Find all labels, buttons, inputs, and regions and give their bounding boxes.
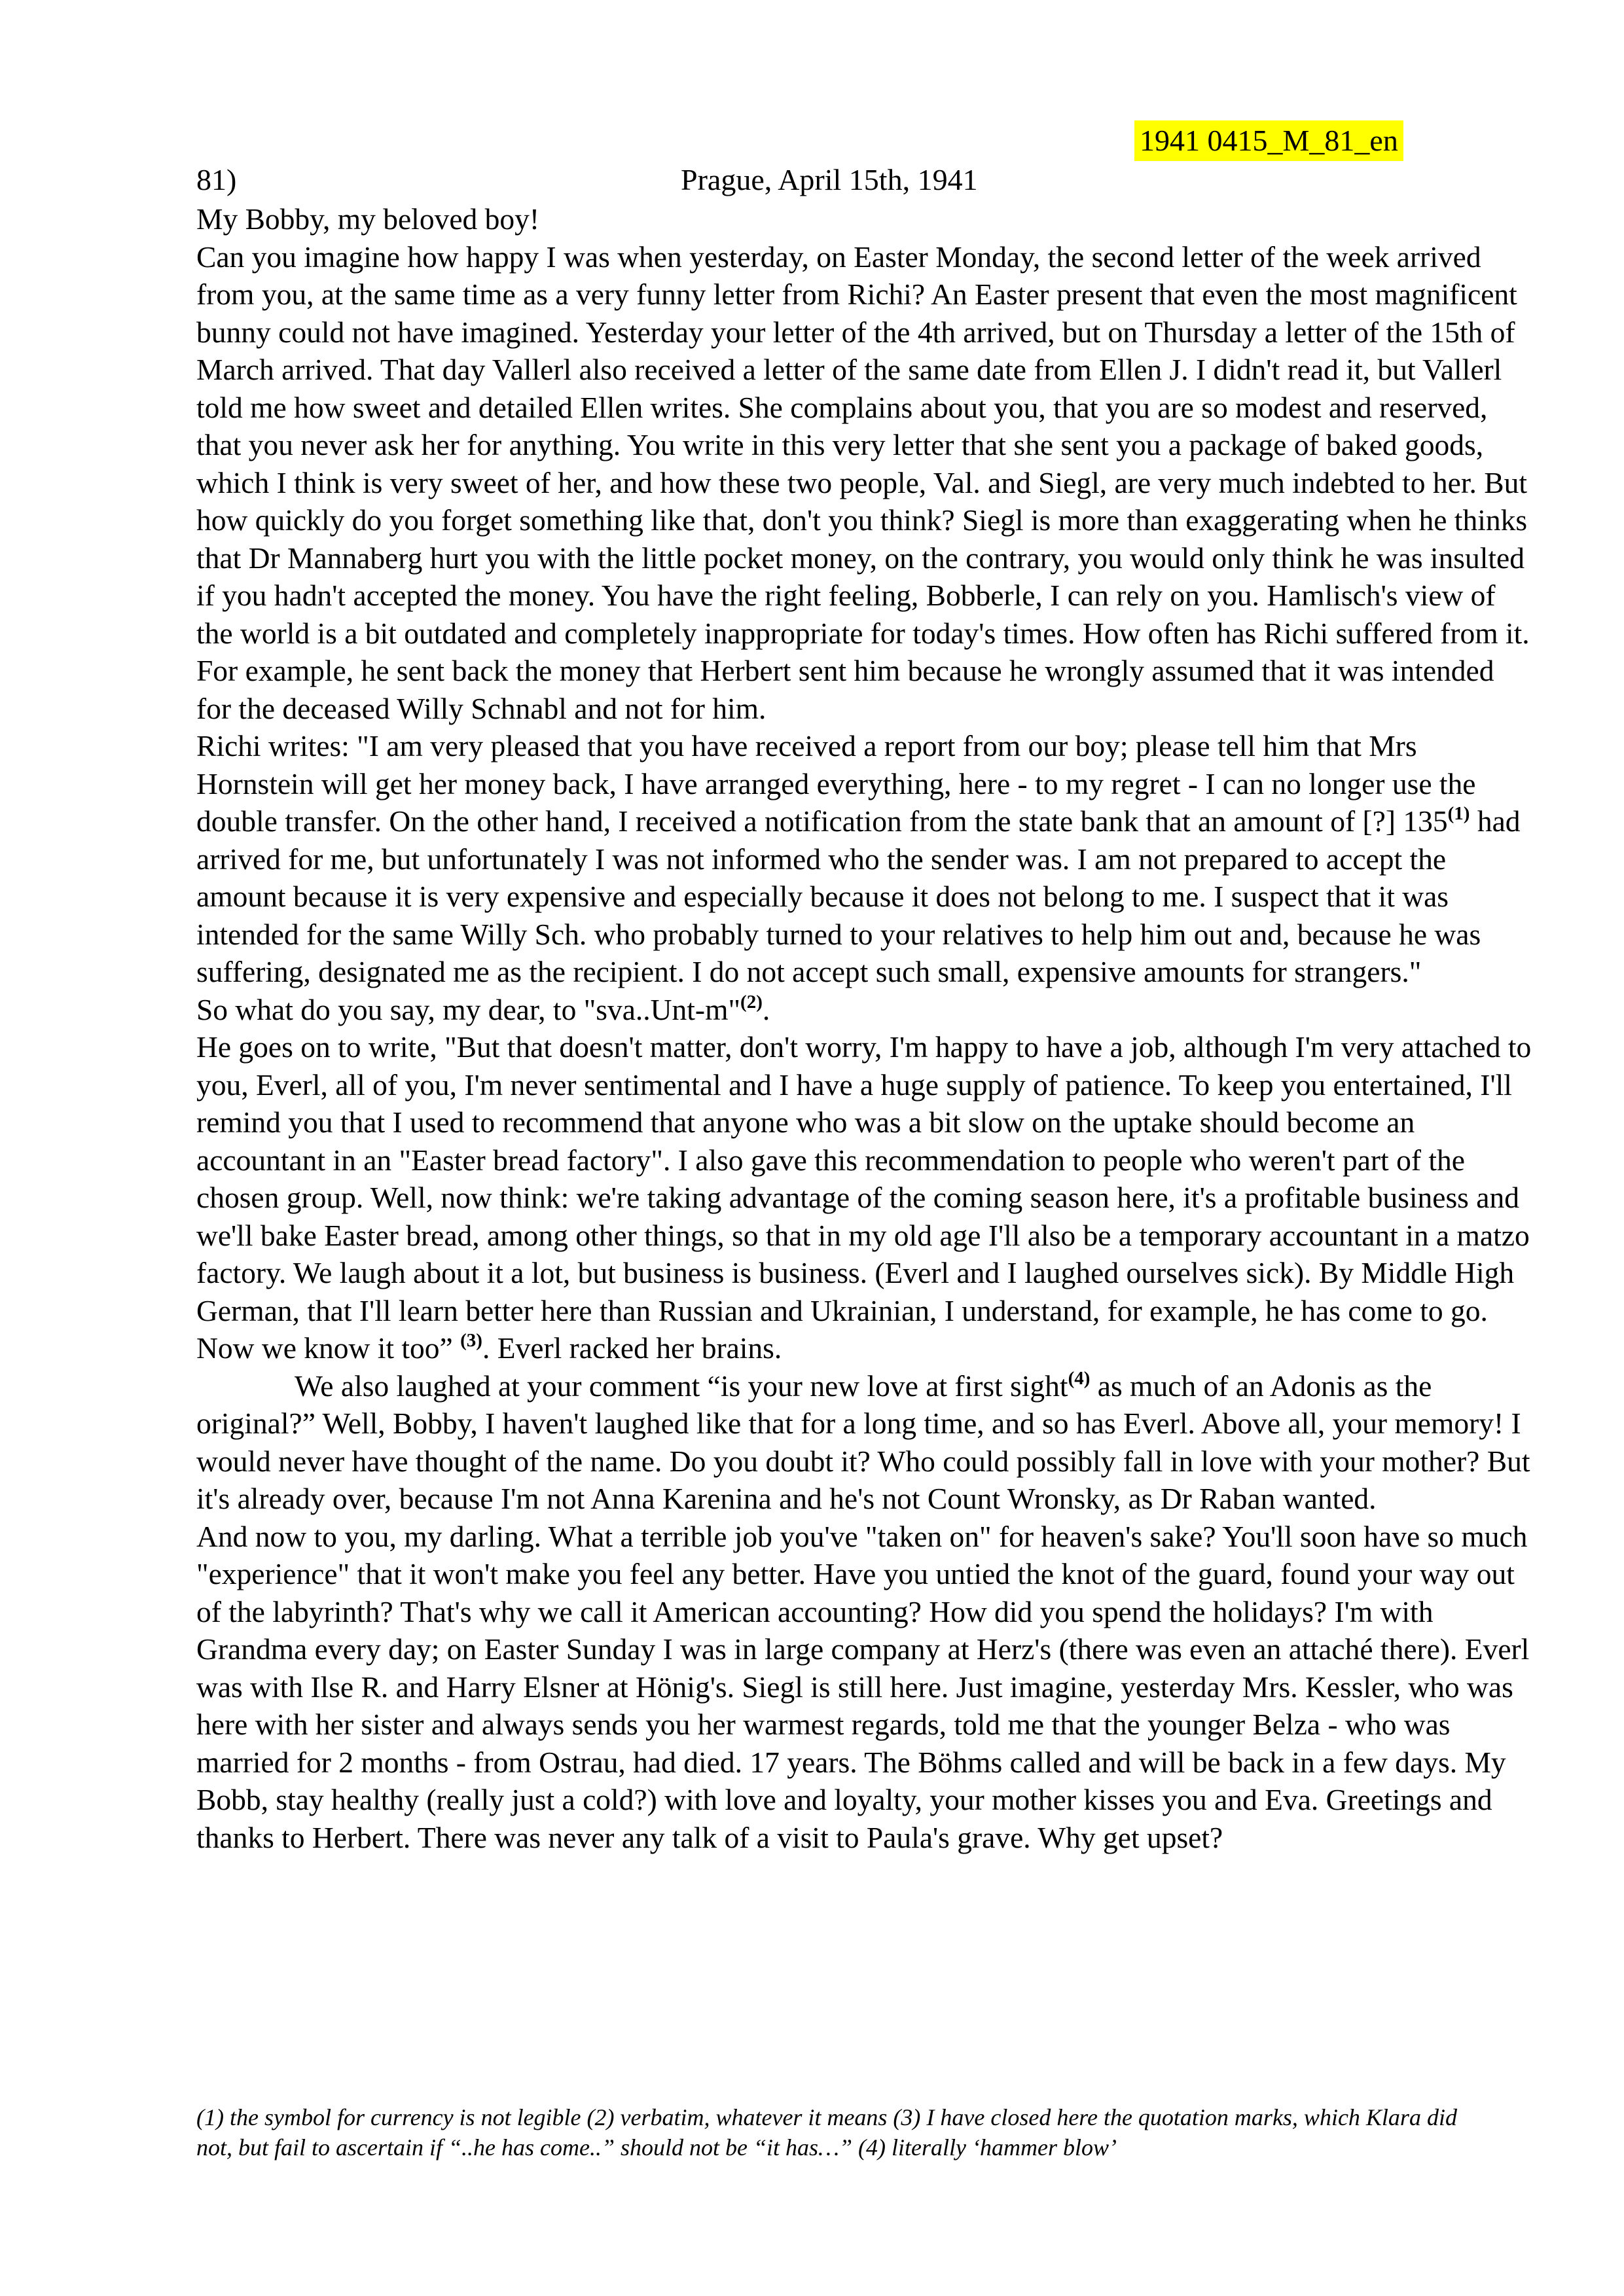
paragraph-5 [196,1367,1532,1518]
paragraph-2 [196,727,1532,991]
footnote-ref-1: (1) [1447,803,1470,825]
paragraph-3-part-b: . [762,992,770,1026]
letter-number: 81) [196,163,237,196]
letter-body [196,200,1532,1856]
footnotes: (1) the symbol for currency is not legible (2) verbatim, whatever it means (3) I have closed here the quotation marks, which Klara did not, but fail to ascertain if “..he has come..” should not be “it has…” (4) literally ‘hammer blow’ [196,2104,1457,2161]
paragraph-1: Can you imagine how happy I was when yesterday, on Easter Monday, the second letter of the week arrived from you, at the same time as a very funny letter from Richi? An Easter present that even the most magnificent bunny could not have imagined. Yesterday your letter of the 4th arrived, but on Thursday a letter of the 15th of March arrived. That day Vallerl also received a letter of the same date from Ellen J. I didn't read it, but Vallerl told me how sweet and detailed Ellen writes. She complains about you, that you are so modest and reserved, that you never ask her for anything. You write in this very letter that she sent you a package of baked goods, which I think is very sweet of her, and how these two people, Val. and Siegl, are very much indebted to her. But how quickly do you forget something like that, don't you think? Siegl is more than exaggerating when he thinks that Dr Mannaberg hurt you with the little pocket money, on the contrary, you would only think he was insulted if you hadn't accepted the money. You have the right feeling, Bobberle, I can rely on you. Hamlisch's view of the world is a bit outdated and completely inappropriate for today's times. How often has Richi suffered from it. For example, he sent back the money that Herbert sent him because he wrongly assumed that it was intended for the deceased Willy Schnabl and not for him. [196,240,1530,725]
paragraph-5-part-b: as much of an Adonis as the original?” Well, Bobby, I haven't laughed like that for a long time, and so has Everl. Above all, your memory! I would never have thought of the name. Do you doubt it? Who could possibly fall in love with your mother? But it's already over, because I'm not Anna Karenina and he's not Count Wronsky, as Dr Raban wanted. [196,1369,1530,1515]
footnote-ref-2: (2) [740,991,763,1013]
paragraph-6: And now to you, my darling. What a terrible job you've "taken on" for heaven's sake? You'll soon have so much "experience" that it won't make you feel any better. Have you untied the knot of the guard, found your way out of the labyrinth? That's why we call it American accounting? How did you spend the holidays? I'm with Grandma every day; on Easter Sunday I was in large company at Herz's (there was even an attaché there). Everl was with Ilse R. and Harry Elsner at Hönig's. Siegl is still here. Just imagine, yesterday Mrs. Kessler, who was here with her sister and always sends you her warmest regards, told me that the younger Belza - who was married for 2 months - from Ostrau, had died. 17 years. The Böhms called and will be back in a few days. My Bobb, stay healthy (really just a cold?) with love and loyalty, your mother kisses you and Eva. Greetings and thanks to Herbert. There was never any talk of a visit to Paula's grave. Why get upset? [196,1519,1530,1854]
place-date: Prague, April 15th, 1941 [681,163,978,196]
paragraph-2-part-b: had arrived for me, but unfortunately I was not informed who the sender was. I am not prepared to accept the amount because it is very expensive and especially because it does not belong to me. I suspect that it was intended for the same Willy Sch. who probably turned to your relatives to help him out and, because he was suffering, designated me as the recipient. I do not accept such small, expensive amounts for strangers." [196,804,1521,988]
letter-header [196,160,1427,200]
footnote-ref-4: (4) [1068,1367,1091,1389]
paragraph-4-part-a: He goes on to write, "But that doesn't matter, don't worry, I'm happy to have a job, although I'm very attached to you, Everl, all of you, I'm never sentimental and I have a huge supply of patience. To keep you entertained, I'll remind you that I used to recommend that anyone who was a bit slow on the uptake should become an accountant in an "Easter bread factory". I also gave this recommendation to people who weren't part of the chosen group. Well, now think: we're taking advantage of the coming season here, it's a profitable business and we'll bake Easter bread, among other things, so that in my old age I'll also be a temporary accountant in a matzo factory. We laugh about it a lot, but business is business. (Everl and I laughed ourselves sick). By Middle High German, that I'll learn better here than Russian and Ukrainian, I understand, for example, he has come to go. Now we know it too” [196,1030,1532,1365]
footnote-ref-3: (3) [460,1330,482,1352]
paragraph-3-part-a: So what do you say, my dear, to "sva..Unt-m" [196,992,741,1026]
paragraph-3 [196,991,1532,1029]
document-reference: 1941 0415_M_81_en [1134,120,1403,161]
paragraph-5-part-a: We also laughed at your comment “is your new love at first sight [295,1369,1068,1403]
salutation: My Bobby, my beloved boy! [196,202,540,236]
paragraph-4 [196,1028,1532,1367]
paragraph-4-part-b: . Everl racked her brains. [482,1331,782,1365]
paragraph-2-part-a: Richi writes: "I am very pleased that you have received a report from our boy; please tell him that Mrs Hornstein will get her money back, I have arranged everything, here - to my regret - I can no longer use the double transfer. On the other hand, I received a notification from the state bank that an amount of [?] 135 [196,729,1476,838]
